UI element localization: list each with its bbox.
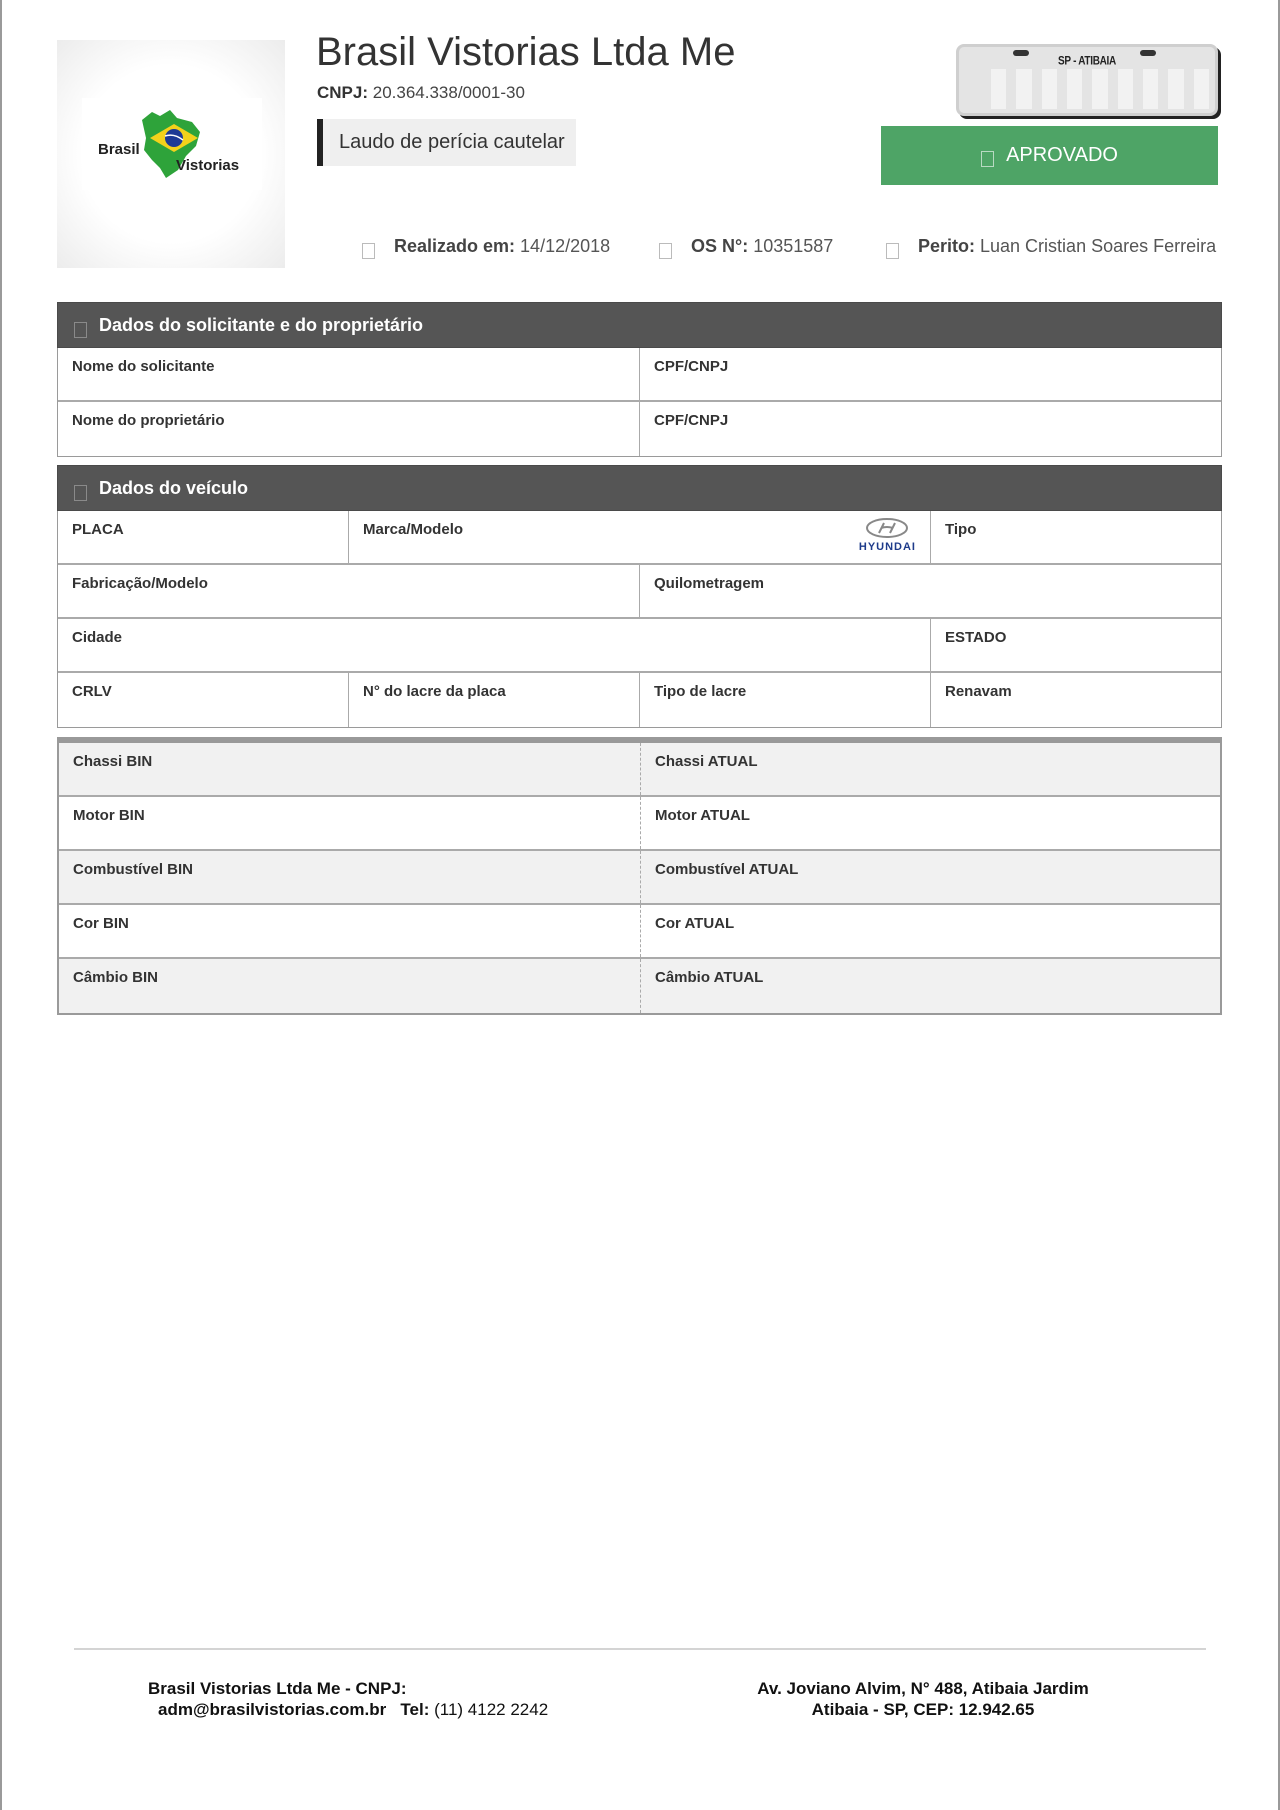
user-icon bbox=[886, 243, 899, 259]
expert-name bbox=[886, 233, 1216, 259]
color-bin-field: Cor BIN bbox=[59, 905, 641, 957]
table-row bbox=[59, 959, 1220, 1013]
expert-value: Luan Cristian Soares Ferreira bbox=[980, 235, 1217, 256]
cnpj-value: 20.364.338/0001-30 bbox=[372, 83, 525, 102]
footer-divider bbox=[74, 1648, 1206, 1650]
engine-current-field: Motor ATUAL bbox=[655, 807, 750, 824]
color-current-field: Cor ATUAL bbox=[655, 915, 735, 932]
state-field: ESTADO bbox=[945, 629, 1007, 646]
brand-model-label: Marca/Modelo bbox=[363, 521, 464, 538]
os-label: OS N°: bbox=[691, 235, 749, 256]
table-row bbox=[58, 565, 1221, 619]
footer-company: Brasil Vistorias Ltda Me - CNPJ: bbox=[148, 1679, 407, 1698]
date-value: 14/12/2018 bbox=[520, 235, 611, 256]
hyundai-emblem-icon bbox=[865, 517, 909, 539]
table-row bbox=[59, 797, 1220, 851]
inspection-date bbox=[362, 233, 610, 259]
section-header-vehicle bbox=[57, 465, 1222, 511]
fuel-bin-field: Combustível BIN bbox=[59, 851, 641, 903]
os-number bbox=[659, 233, 833, 259]
transmission-bin-field: Câmbio BIN bbox=[59, 959, 641, 1013]
brand-model-field bbox=[349, 511, 931, 563]
brand-logo-text: HYUNDAI bbox=[858, 541, 916, 553]
vehicle-table bbox=[57, 511, 1222, 728]
table-row bbox=[58, 511, 1221, 565]
footer-tel-label: Tel: bbox=[400, 1700, 430, 1719]
manufacture-model-field: Fabricação/Modelo bbox=[58, 565, 640, 617]
seal-number-field: N° do lacre da placa bbox=[349, 673, 640, 727]
transmission-current-field: Câmbio ATUAL bbox=[655, 969, 764, 986]
address-line-1: Av. Joviano Alvim, N° 488, Atibaia Jardim bbox=[757, 1679, 1089, 1698]
footer-email: adm@brasilvistorias.com.br bbox=[158, 1700, 387, 1719]
expert-label: Perito: bbox=[918, 235, 976, 256]
calendar-icon bbox=[362, 243, 375, 259]
requester-name-field: Nome do solicitante bbox=[58, 348, 640, 400]
address-line-2: Atibaia - SP, CEP: 12.942.65 bbox=[811, 1700, 1035, 1719]
company-name: Brasil Vistorias Ltda Me bbox=[316, 30, 736, 74]
company-logo bbox=[57, 40, 285, 268]
bin-comparison-table bbox=[57, 737, 1222, 1015]
footer-tel-value: (11) 4122 2242 bbox=[434, 1700, 549, 1719]
seal-type-field: Tipo de lacre bbox=[640, 673, 931, 727]
plate-field: PLACA bbox=[58, 511, 349, 563]
logo-text-vistorias: Vistorias bbox=[176, 157, 240, 174]
hyundai-logo bbox=[859, 517, 916, 553]
table-row bbox=[58, 348, 1221, 402]
status-badge bbox=[881, 126, 1218, 185]
os-value: 10351587 bbox=[753, 235, 834, 256]
section-title: Dados do veículo bbox=[99, 477, 249, 498]
date-label: Realizado em: bbox=[394, 235, 516, 256]
document-icon bbox=[659, 243, 672, 259]
owner-cpf-field: CPF/CNPJ bbox=[654, 412, 729, 429]
check-icon bbox=[981, 151, 994, 167]
engine-bin-field: Motor BIN bbox=[59, 797, 641, 849]
type-field: Tipo bbox=[945, 521, 977, 538]
status-label: APROVADO bbox=[1006, 144, 1118, 166]
car-icon bbox=[74, 485, 87, 501]
table-row bbox=[58, 673, 1221, 727]
table-row bbox=[59, 851, 1220, 905]
document-type: Laudo de perícia cautelar bbox=[317, 119, 576, 166]
logo-text-brasil: Brasil bbox=[98, 141, 140, 158]
renavam-field: Renavam bbox=[945, 683, 1012, 700]
footer-contact bbox=[148, 1678, 548, 1720]
requester-cpf-field: CPF/CNPJ bbox=[654, 358, 729, 375]
table-row bbox=[59, 743, 1220, 797]
table-row bbox=[59, 905, 1220, 959]
plate-city: SP - ATIBAIA bbox=[1058, 54, 1116, 69]
brazil-map-logo bbox=[82, 98, 262, 190]
city-field: Cidade bbox=[58, 619, 931, 671]
company-cnpj bbox=[317, 83, 525, 103]
table-row bbox=[58, 402, 1221, 456]
owner-name-field: Nome do proprietário bbox=[58, 402, 640, 456]
chassis-bin-field: Chassi BIN bbox=[59, 743, 641, 795]
fuel-current-field: Combustível ATUAL bbox=[655, 861, 799, 878]
section-header-owner bbox=[57, 302, 1222, 348]
user-icon bbox=[74, 322, 87, 338]
cnpj-label: CNPJ: bbox=[317, 83, 369, 102]
table-row bbox=[58, 619, 1221, 673]
mileage-field: Quilometragem bbox=[654, 575, 765, 592]
section-title: Dados do solicitante e do proprietário bbox=[99, 314, 424, 335]
footer-address bbox=[700, 1678, 1146, 1720]
owner-table bbox=[57, 348, 1222, 457]
license-plate-image bbox=[956, 44, 1218, 116]
crlv-field: CRLV bbox=[58, 673, 349, 727]
chassis-current-field: Chassi ATUAL bbox=[655, 753, 758, 770]
